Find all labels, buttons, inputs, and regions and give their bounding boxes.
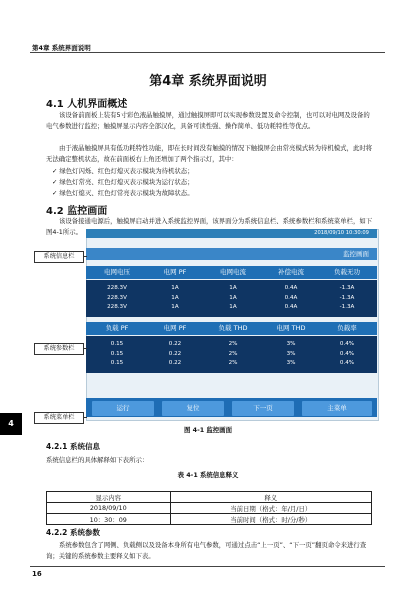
param-values: 228.3V 228.3V 228.3V <box>107 285 127 311</box>
hmi-status-bar <box>86 229 377 238</box>
section-4-2-heading: 4.2 监控画面 <box>46 206 108 217</box>
param-header: 电网 THD <box>276 324 306 332</box>
chapter-title: 第4章 系统界面说明 <box>149 74 267 89</box>
section-4-2-para: 该设备接通电源后，触摸屏启动并进入系统监控界面，该界面分为系统信息栏、系统参数栏和系统菜单栏，如下图4-1所示。 <box>46 217 373 236</box>
param-header-row-1 <box>86 266 377 279</box>
param-values: -1.3A -1.3A -1.3A <box>339 285 355 311</box>
table-cell: 当前时间（格式：时/分/秒） <box>170 514 372 525</box>
indicator-item: ✓ 绿色灯常亮、红色灯熄灭表示模块为运行状态； <box>52 177 194 187</box>
param-header: 负载率 <box>337 324 357 332</box>
table-header: 释义 <box>170 492 372 503</box>
table-header-row <box>47 492 372 503</box>
section-4-1-heading: 4.1 人机界面概述 <box>46 99 128 110</box>
callout-leader <box>83 256 87 257</box>
param-header: 电网 PF <box>163 324 187 332</box>
main-menu-button[interactable]: 主菜单 <box>302 401 372 416</box>
section-4-2-1-para: 系统信息栏的具体解释如下表所示： <box>46 456 149 464</box>
param-values-row-2 <box>86 336 377 373</box>
section-4-1-para2: 由于液晶触摸屏具有低功耗特性功能，即在长时间没有触摸的情况下触摸屏会由常亮模式转为待机模式，此时将无法确定整机状态，故在前面板右上角还增加了两个指示灯，其中： <box>46 144 373 163</box>
section-4-2-1-heading: 4.2.1 系统信息 <box>46 442 100 451</box>
param-header-row-2 <box>86 322 377 335</box>
table-cell: 当前日期（格式：年/月/日） <box>170 503 372 514</box>
param-values: 1A 1A 1A <box>229 285 237 311</box>
section-4-1-para1: 该设备前面板上装有5寸彩色液晶触摸屏，通过触摸屏即可以实现参数设置及命令控制，也可以对电网及设备的电气参数进行监控；触摸屏显示内容全部汉化，具备可读性强、操作简单、低功耗特性等优点。 <box>46 111 370 130</box>
table-cell: 10：30：09 <box>47 514 171 525</box>
table-cell: 2018/09/10 <box>47 503 171 514</box>
param-header: 负载 PF <box>105 324 129 332</box>
table-header: 显示内容 <box>47 492 171 503</box>
hmi-title-bar <box>86 248 377 260</box>
param-header: 电网电压 <box>104 268 130 276</box>
system-info-table <box>46 491 372 525</box>
param-values: 3% 3% 3% <box>286 341 296 367</box>
param-values: 0.22 0.22 0.22 <box>168 341 182 367</box>
param-values: 0.4% 0.4% 0.4% <box>339 341 355 367</box>
indicator-item: ✓ 绿色灯闪烁、红色灯熄灭表示模块为待机状态； <box>52 166 194 176</box>
page-number: 16 <box>32 570 42 578</box>
footer-rule <box>30 566 385 567</box>
chapter-tab: 4 <box>0 413 22 435</box>
param-header: 电网电流 <box>220 268 246 276</box>
running-header: 第4章 系统界面说明 <box>32 44 91 52</box>
table-row <box>47 514 372 525</box>
run-button[interactable]: 运行 <box>92 401 154 416</box>
section-4-2-2-heading: 4.2.2 系统参数 <box>46 528 100 537</box>
param-values: 0.15 0.15 0.15 <box>110 341 124 367</box>
param-values: 1A 1A 1A <box>171 285 179 311</box>
param-header: 负载 THD <box>218 324 248 332</box>
param-values: 2% 2% 2% <box>228 341 238 367</box>
callout-system-menu: 系统菜单栏 <box>34 412 84 424</box>
table-caption: 表 4-1 系统信息释义 <box>177 471 239 479</box>
callout-system-info: 系统信息栏 <box>34 251 84 263</box>
header-rule <box>30 52 385 53</box>
param-header: 补偿电流 <box>278 268 304 276</box>
param-header: 电网 PF <box>163 268 187 276</box>
param-values-row-1 <box>86 280 377 317</box>
param-header: 负载无功 <box>334 268 360 276</box>
callout-leader <box>83 417 87 418</box>
param-values: 0.4A 0.4A 0.4A <box>284 285 298 311</box>
hmi-screen-title: 监控画面 <box>343 250 369 258</box>
section-4-2-2-para: 系统参数包含了网侧、负载侧以及设备本身所有电气参数，可通过点击“上一页”、“下一页”翻页命令来进行查询；关键的系统参数主要释义如下表。 <box>46 541 367 560</box>
figure-caption: 图 4-1 监控画面 <box>184 426 232 434</box>
callout-leader <box>83 348 87 349</box>
reset-button[interactable]: 复位 <box>162 401 224 416</box>
callout-system-params: 系统参数栏 <box>34 343 84 355</box>
indicator-item: ✓ 绿色灯熄灭、红色灯常亮表示模块为故障状态。 <box>52 188 194 198</box>
hmi-datetime: 2018/09/10 10:30:09 <box>314 230 369 236</box>
next-page-button[interactable]: 下一页 <box>232 401 294 416</box>
table-row <box>47 503 372 514</box>
